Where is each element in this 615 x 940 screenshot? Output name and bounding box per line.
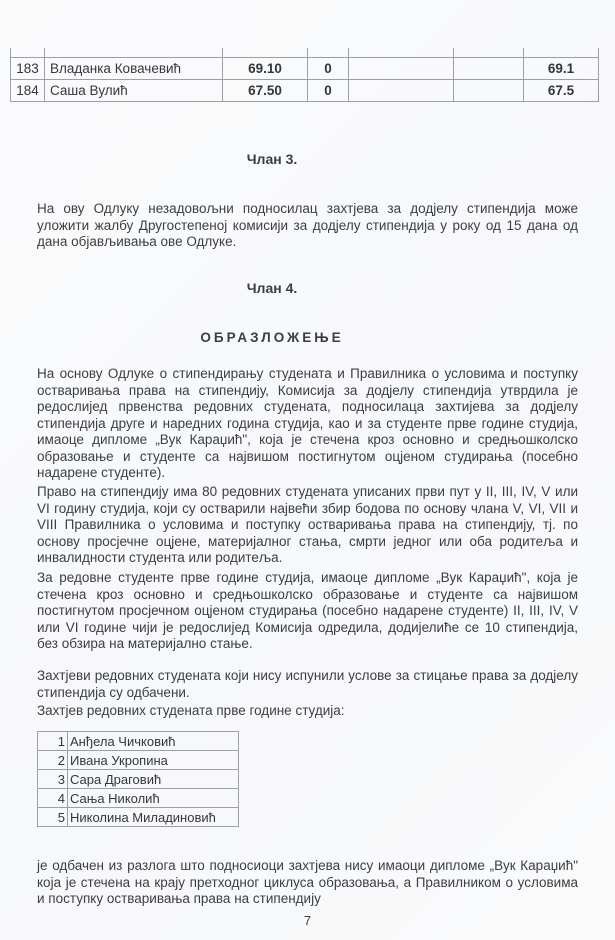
student-name: Саша Вулић	[45, 80, 223, 102]
results-table	[10, 48, 599, 102]
row-index: 5	[38, 808, 68, 827]
list-item	[38, 789, 239, 808]
heading-obrazlozenje: ОБРАЗЛОЖЕЊЕ	[200, 330, 344, 345]
student-name: Сара Драговић	[68, 770, 239, 789]
student-name: Владанка Ковачевић	[45, 58, 223, 80]
total-value: 67.5	[524, 80, 599, 102]
row-index: 1	[38, 732, 68, 751]
zero-value: 0	[308, 80, 349, 102]
paragraph-3: За редовне студенте прве године студија, имаоце дипломе „Вук Караџић", која је стечена кроз основно и средњошколско образовање и студенте са највишом постигнутом просјечном оцјеном студирања (посебно надарене студенте) II, III, IV, V или VI године чији је редослијед Комисија одредила, додијелиће се 10 стипендија, без обзира на материјално стање.	[37, 570, 578, 651]
row-index: 2	[38, 751, 68, 770]
table-row	[11, 58, 599, 80]
empty-cell	[454, 80, 524, 102]
student-name: Анђела Чичковић	[68, 732, 239, 751]
page-number: 7	[303, 913, 312, 928]
paragraph-closing: је одбачен из разлога што подносиоци захтјева нису имаоци дипломе „Вук Караџић" која је стечена на крају претходног циклуса образовања, а Правилником о условима и поступку остваривања права на стипендију	[37, 858, 578, 906]
row-index: 183	[11, 58, 45, 80]
paragraph-5: Захтјев редовних студената прве године студија:	[37, 703, 345, 718]
student-name: Ивана Укропина	[68, 751, 239, 770]
heading-clan-4: Члан 4.	[246, 280, 298, 296]
paragraph-2: Право на стипендију има 80 редовних студената уписаних први пут у II, III, IV, V или VI годину студија, који су остварили највећи збир бодова по основу члана V, VI, VII и VIII Правилника о условима и поступку остваривања права на стипендију, тј. по основу просјечне оцјене, материјалног стања, смрти једног или оба родитеља и инвалидности студента или родитеља.	[37, 484, 578, 565]
student-name: Сања Николић	[68, 789, 239, 808]
first-year-students-table	[37, 731, 239, 827]
paragraph-4: Захтјеви редовних студената који нису испунили услове за стицање права за додјелу стипендија су одбачени.	[37, 668, 578, 700]
empty-cell	[454, 58, 524, 80]
row-index: 184	[11, 80, 45, 102]
table-top-ticks	[11, 48, 599, 58]
row-index: 4	[38, 789, 68, 808]
empty-cell	[349, 80, 454, 102]
score-value: 69.10	[223, 58, 308, 80]
empty-cell	[349, 58, 454, 80]
total-value: 69.1	[524, 58, 599, 80]
row-index: 3	[38, 770, 68, 789]
score-value: 67.50	[223, 80, 308, 102]
student-name: Николина Миладиновић	[68, 808, 239, 827]
list-item	[38, 808, 239, 827]
list-item	[38, 751, 239, 770]
paragraph-clan3-body: На ову Одлуку незадовољни подносилац захтјева за додјелу стипендија може уложити жалбу Другостепеној комисији за додјелу стипендија у року од 15 дана од дана објављивања ове Одлуке.	[37, 201, 578, 249]
zero-value: 0	[308, 58, 349, 80]
list-item	[38, 770, 239, 789]
paragraph-1: На основу Одлуке о стипендирању студената и Правилника о условима и поступку остваривања права на стипендију, Комисија за додјелу стипендија утврдила је редослијед првенства редовних студената, подносилаца захтијева за додјелу стипендија друге и наредних година студија, као и за студенте прве године студија, имаоце дипломе „Вук Караџић", која је стечена кроз основно и средњошколско образовање и студенте са највишом постигнутом оцјеном студирања (посебно надарене студенте).	[37, 366, 578, 480]
table-row	[11, 80, 599, 102]
heading-clan-3: Члан 3.	[246, 151, 298, 167]
list-item	[38, 732, 239, 751]
